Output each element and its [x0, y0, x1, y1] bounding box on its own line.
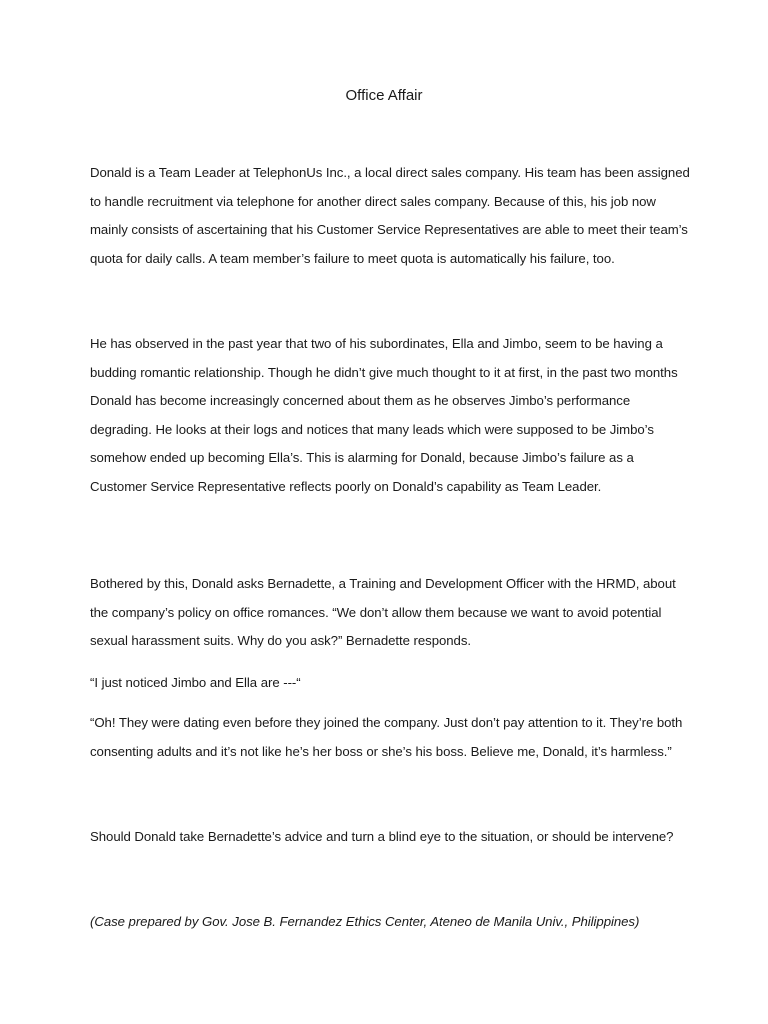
paragraph-bernadette-reply: “Oh! They were dating even before they joined the company. Just don’t pay attention to it. They’re both consenting adults and it’s not like he’s her boss or she’s his boss. Believe me, Donald, it’s harmless.”: [90, 715, 683, 759]
case-citation: (Case prepared by Gov. Jose B. Fernandez Ethics Center, Ateneo de Manila Univ., Philippines): [90, 914, 640, 929]
paragraph-donald-quote: “I just noticed Jimbo and Ella are ---“: [90, 675, 301, 690]
paragraph-intro: Donald is a Team Leader at TelephonUs Inc., a local direct sales company. His team has been assigned to handle recruitment via telephone for another direct sales company. Because of this, his job now mainly consists of ascertaining that his Customer Service Representatives are able to meet their team’s quota for daily calls. A team member’s failure to meet quota is automatically his failure, too.: [90, 165, 690, 266]
paragraph-policy-question: Bothered by this, Donald asks Bernadette, a Training and Development Officer with the HRMD, about the company’s policy on office romances. “We don’t allow them because we want to avoid potential sexual harassment suits. Why do you ask?” Bernadette responds.: [90, 576, 676, 648]
paragraph-question: Should Donald take Bernadette’s advice and turn a blind eye to the situation, or should be intervene?: [90, 829, 674, 844]
document-title: Office Affair: [345, 87, 423, 104]
paragraph-observation: He has observed in the past year that two of his subordinates, Ella and Jimbo, seem to be having a budding romantic relationship. Though he didn’t give much thought to it at first, in the past two months Donald has become increasingly concerned about them as he observes Jimbo’s performance degrading. He looks at their logs and notices that many leads which were supposed to be Jimbo’s somehow ended up becoming Ella’s. This is alarming for Donald, because Jimbo’s failure as a Customer Service Representative reflects poorly on Donald’s capability as Team Leader.: [90, 336, 678, 494]
